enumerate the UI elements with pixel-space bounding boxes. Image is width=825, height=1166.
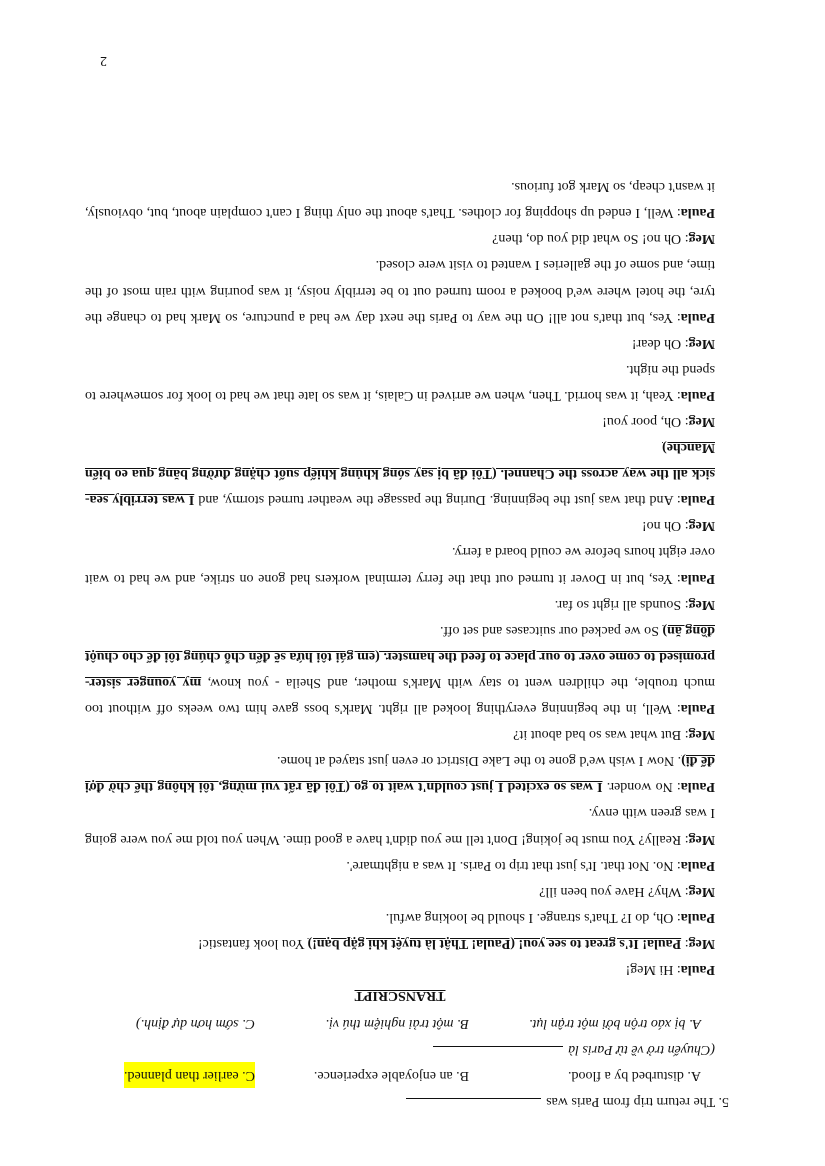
question-number: 5.	[718, 1094, 729, 1109]
translation-option-c: C. sớm hơn dự định.)	[135, 1016, 255, 1031]
speaker-name: Meg	[688, 518, 715, 534]
speaker-name: Meg	[688, 335, 715, 351]
speaker-name: Paula	[680, 205, 715, 221]
dialogue-line	[85, 852, 715, 878]
dialogue-line	[85, 799, 715, 851]
dialogue-text: : Well, I ended up shopping for clothes. That's about the only thing I can't complain about, but, obviously, it wasn't cheap, so Mark got furious.	[85, 179, 715, 221]
speaker-name: Paula	[680, 570, 715, 586]
speaker-name: Paula	[680, 701, 715, 717]
dialogue-text: : No wonder.	[602, 779, 681, 795]
dialogue-text: :	[681, 935, 689, 951]
translation-blank	[433, 1046, 563, 1061]
dialogue-line	[85, 538, 715, 590]
speaker-name: Meg	[688, 596, 715, 612]
translation-option-b: B. một trải nghiệm thú vị.	[325, 1016, 469, 1031]
answer-options	[85, 1062, 715, 1088]
translation-options	[85, 1010, 715, 1036]
dialogue-line	[85, 904, 715, 930]
dialogue-text: : Yeah, it was horrid. Then, when we arrived in Calais, it was so late that we had to look for somewhere to spend the night.	[85, 361, 715, 403]
speaker-name: Meg	[688, 935, 715, 951]
dialogue-text: : Oh, poor you!	[602, 414, 689, 430]
dialogue-text: : Sounds all right so far.	[554, 596, 689, 612]
dialogue-text: : Oh, do I? That's strange. I should be looking awful.	[385, 909, 681, 925]
dialogue-text: : Really? You must be joking! Don't tell me you didn't have a good time. When you told me you were going I was green with envy.	[85, 805, 715, 847]
speaker-name: Paula	[680, 779, 715, 795]
speaker-name: Meg	[688, 727, 715, 743]
dialogue-line	[85, 408, 715, 434]
dialogue-text: : Yes, but in Dover it turned out that the ferry terminal workers had gone on strike, and we had to wait over eight hours before we could board a ferry.	[85, 544, 715, 586]
dialogue-line	[85, 956, 715, 982]
dialogue-text: : Why? Have you been ill?	[539, 883, 689, 899]
dialogue-text: : Oh dear!	[631, 335, 689, 351]
speaker-name: Meg	[688, 231, 715, 247]
speaker-name: Paula	[680, 492, 715, 508]
dialogue-text: You look fantastic!	[197, 935, 308, 951]
dialogue-line	[85, 591, 715, 617]
dialogue-line	[85, 173, 715, 225]
speaker-name: Paula	[680, 309, 715, 325]
bold-underlined-phrase: Paula! It's great to see you! (Paula! Thật là tuyệt khi gặp bạn!)	[307, 935, 682, 951]
speaker-name: Paula	[680, 962, 715, 977]
dialogue-text: : No. Not that. It's just that trip to Paris. It was a nightmare'.	[346, 857, 681, 873]
dialogue-line	[85, 930, 715, 956]
question-text: The return trip from Paris was	[546, 1094, 716, 1109]
transcript-title: TRANSCRIPT	[354, 988, 446, 1003]
dialogue-line	[85, 512, 715, 538]
dialogue-line	[85, 356, 715, 408]
dialogue-line	[85, 330, 715, 356]
option-c: C. earlier than planned.	[124, 1062, 255, 1088]
dialogue-line	[85, 721, 715, 747]
bold-underlined-phrase: my younger sister-promised to come over to our place to feed the hamster. (em gái tôi hứa sẽ đến chỗ chúng tôi để cho chuột đồng ăn)	[85, 622, 715, 690]
dialogue-line	[85, 617, 715, 721]
dialogue-line	[85, 434, 715, 512]
dialogue-text: : Oh no! So what did you do, then?	[492, 231, 689, 247]
dialogue-line	[85, 747, 715, 799]
dialogue-text: So we packed our suitcases and set off.	[439, 622, 663, 638]
dialogue-line	[85, 225, 715, 251]
question-stem	[85, 1088, 729, 1114]
dialogue-text: : Yes, but that's not all! On the way to Paris the next day we had a puncture, so Mark had to change the tyre, the hotel where we'd booked a room turned out to be terribly noisy, it was pouring with rain most of the time, and some of the galleries I wanted to visit were closed.	[85, 257, 715, 325]
dialogue-text: : But what was so bad about it?	[513, 727, 689, 743]
page-content	[84, 173, 729, 1114]
dialogue-text: : Hi Meg!	[625, 962, 681, 977]
dialogue-text: : Well, in the beginning everything looked all right. Mark's boss gave him two weeks off without too much trouble, the children went to stay with Mark's mother, and Sheila - you know,	[85, 674, 715, 717]
option-a: A. disturbed by a flood.	[568, 1068, 701, 1083]
bold-underlined-phrase: I was terribly sea-sick all the way across the Channel. (Tôi đã bị say sóng khủng khiếp suốt chặng đường băng qua eo biển Manche)	[85, 440, 715, 508]
dialogue-line	[85, 251, 715, 329]
speaker-name: Meg	[688, 414, 715, 430]
dialogue-line	[85, 878, 715, 904]
translation-option-a: A. bị xáo trộn bởi một trận lụt.	[529, 1016, 701, 1031]
speaker-name: Paula	[680, 909, 715, 925]
bold-underlined-phrase: I was so excited I just couldn't wait to go (Tôi đã rất vui mừng, tôi không thể chờ đợi để đi)	[84, 753, 715, 795]
transcript-dialogue	[85, 173, 715, 982]
dialogue-text: . Now I wish we'd gone to the Lake District or even just stayed at home.	[277, 753, 682, 769]
speaker-name: Paula	[680, 387, 715, 403]
speaker-name: Meg	[688, 883, 715, 899]
page-number: 2	[100, 53, 107, 68]
dialogue-text: : Oh no!	[641, 518, 689, 534]
speaker-name: Paula	[680, 857, 715, 873]
translation-stem: (Chuyến trở về từ Paris là	[85, 1036, 715, 1062]
answer-blank	[406, 1098, 541, 1113]
dialogue-text: : And that was just the beginning. During the passage the weather turned stormy, and	[194, 492, 681, 508]
option-b: B. an enjoyable experience.	[313, 1068, 469, 1083]
speaker-name: Meg	[688, 831, 715, 847]
